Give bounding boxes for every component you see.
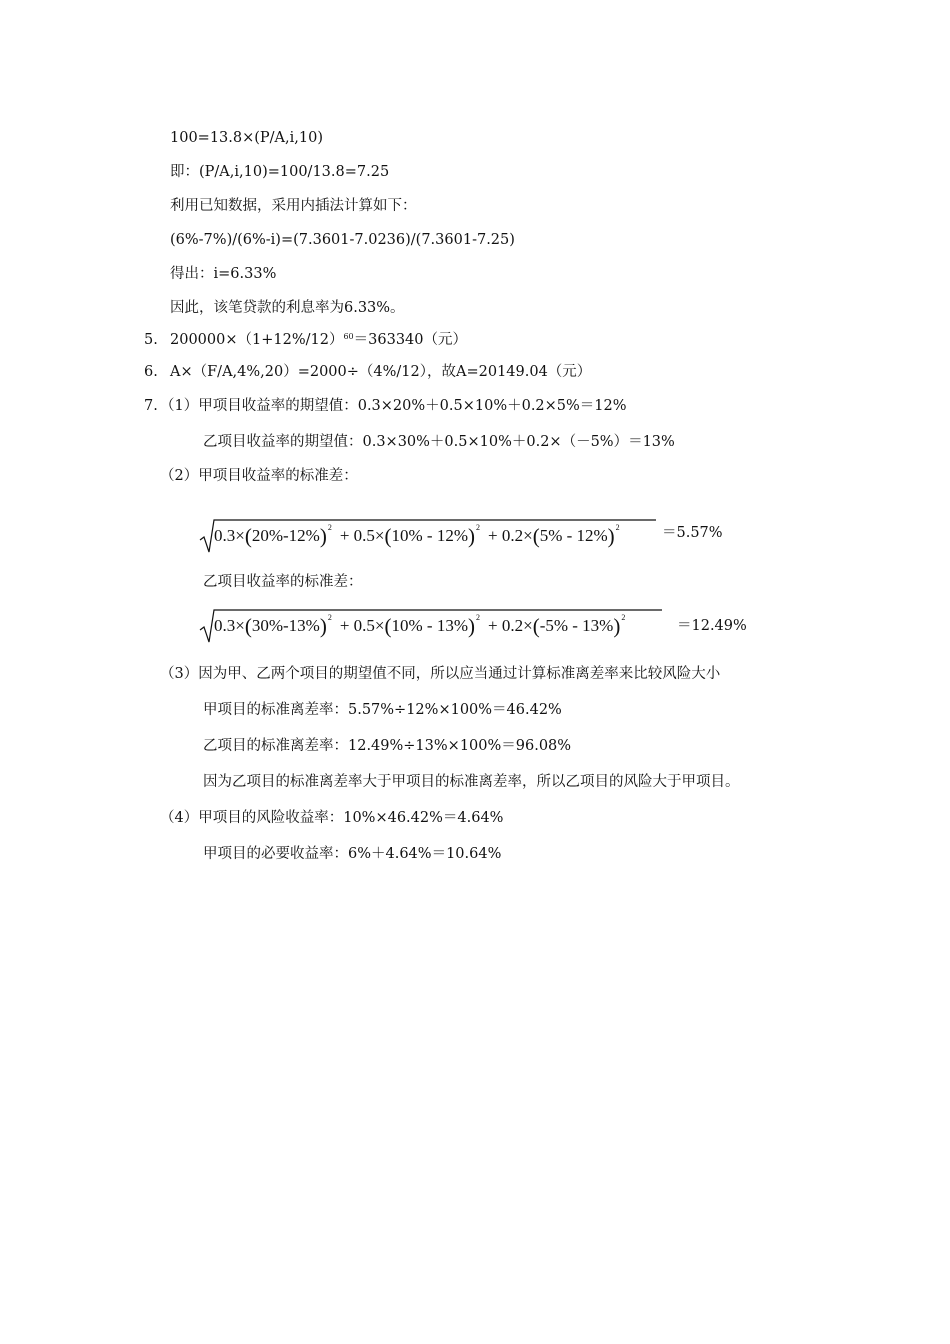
conclusion-line: 因此，该笔贷款的利息率为6.33%。 xyxy=(170,300,405,316)
equation-line: 即：(P/A,i,10)=100/13.8=7.25 xyxy=(170,164,390,180)
formula-expression: 0.3× ( 20%-12% ) 2 + 0.5× ( 10% - 12% ) 2 + 0.2× ( 5% - 12% ) 2 xyxy=(214,522,620,548)
item-number: 5. xyxy=(144,332,158,348)
question-7-part-2: （2）甲项目收益率的标准差： xyxy=(160,468,358,484)
question-7-part-3: （3）因为甲、乙两个项目的期望值不同，所以应当通过计算标准离差率来比较风险大小 xyxy=(160,666,721,682)
item-number: 7. xyxy=(144,398,158,414)
std-dev-formula-b xyxy=(200,606,666,646)
q5-part-b: ＝363340（元） xyxy=(353,332,467,348)
question-6-answer: A×（F/A,4%,20）=2000÷（4%/12），故A=20149.04（元） xyxy=(170,364,592,380)
question-7-part-4b: 甲项目的必要收益率：6%＋4.64%＝10.64% xyxy=(203,846,502,862)
q5-part-a: 200000×（1+12%/12） xyxy=(170,332,344,348)
question-7-part-4: （4）甲项目的风险收益率：10%×46.42%＝4.64% xyxy=(160,810,504,826)
formula-expression: 0.3× ( 30%-13% ) 2 + 0.5× ( 10% - 13% ) 2 + 0.2× ( -5% - 13% ) 2 xyxy=(214,612,626,638)
formula-b-result: ＝12.49% xyxy=(677,618,747,634)
question-7-part-1b: 乙项目收益率的期望值：0.3×30%＋0.5×10%＋0.2×（－5%）＝13% xyxy=(203,434,675,450)
equation-line: (6%-7%)/(6%-i)=(7.3601-7.0236)/(7.3601-7.25) xyxy=(170,232,515,248)
std-dev-formula-a xyxy=(200,516,660,556)
result-line: 得出：i=6.33% xyxy=(170,266,277,282)
item-number: 6. xyxy=(144,364,158,380)
question-7-part-3c: 因为乙项目的标准离差率大于甲项目的标准离差率，所以乙项目的风险大于甲项目。 xyxy=(203,774,740,790)
equation-line: 100=13.8×(P/A,i,10) xyxy=(170,130,323,146)
question-7-part-1: （1）甲项目收益率的期望值：0.3×20%＋0.5×10%＋0.2×5%＝12% xyxy=(160,398,627,414)
formula-a-result: ＝5.57% xyxy=(662,525,723,541)
question-7-part-3b: 乙项目的标准离差率：12.49%÷13%×100%＝96.08% xyxy=(203,738,572,754)
q5-exponent: 60 xyxy=(343,332,354,341)
text-line: 利用已知数据，采用内插法计算如下： xyxy=(170,198,417,214)
question-5-answer xyxy=(170,330,467,350)
question-7-part-3a: 甲项目的标准离差率：5.57%÷12%×100%＝46.42% xyxy=(203,702,562,718)
question-7-part-2b: 乙项目收益率的标准差： xyxy=(203,574,363,590)
